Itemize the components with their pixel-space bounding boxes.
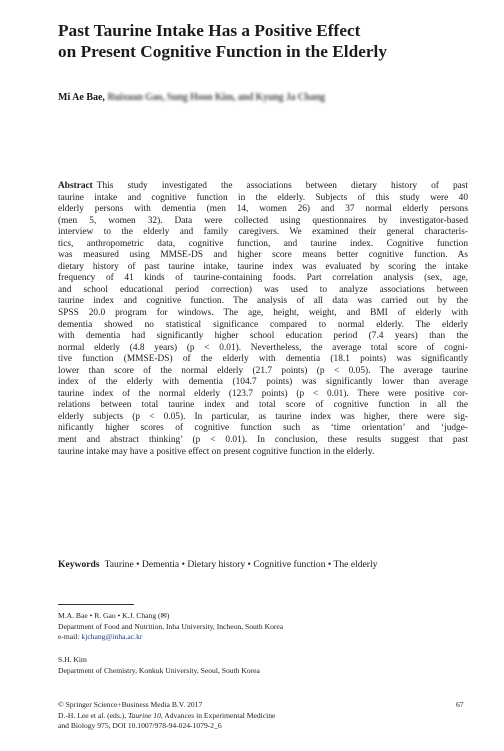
abstract-line-text: index of the elderly with dementia (104.7 points) was significantly lower than average: [58, 377, 468, 388]
abstract-line-text: taurine intake may have a positive effect on present cognitive function in the elderly.: [58, 446, 375, 457]
keywords-section: [58, 559, 468, 570]
editors-suffix: , Advances in Experimental Medicine: [160, 710, 276, 720]
abstract-line-text: and school educational period correction) was used to analyze associations between: [58, 284, 468, 295]
abstract-line-text: was measured using MMSE-DS and higher score means better cognitive function. As: [58, 250, 468, 261]
abstract-line-text: with dementia had significantly higher school education period (7.4 years) than the: [58, 331, 468, 342]
abstract-line: [58, 296, 468, 308]
copyright-line: © Springer Science+Business Media B.V. 2017: [58, 700, 203, 709]
keywords-text: Taurine • Dementia • Dietary history • Cognitive function • The elderly: [104, 559, 378, 570]
affiliation-1-department: Department of Food and Nutrition, Inha University, Incheon, South Korea: [58, 621, 284, 631]
abstract-line-text: This study investigated the associations between dietary history of past: [96, 181, 468, 191]
abstract-line: [58, 227, 468, 239]
abstract-line-text: taurine index and cognitive function. The analysis of all data was carried out by the: [58, 296, 468, 307]
email-link[interactable]: kjchang@inha.ac.kr: [81, 632, 143, 642]
abstract-line: [58, 377, 468, 389]
abstract-line-text: ment and abstract thinking’ (p < 0.01). In conclusion, these results suggest that past: [58, 435, 468, 446]
abstract-line: [58, 320, 468, 332]
abstract-line: [58, 389, 468, 401]
abstract-line: [58, 193, 468, 205]
abstract-line-text: interview to the elderly and family caregivers. We examined their general characteris-: [58, 227, 468, 238]
affiliation-1-email-row: [58, 632, 468, 643]
editors-line: [58, 711, 468, 722]
affiliation-1-names: M.A. Bae • R. Gao • K.J. Chang (✉): [58, 611, 170, 620]
publication-footer: [58, 700, 468, 732]
abstract-line: [58, 435, 468, 447]
abstract-line: [58, 204, 468, 216]
paper-title: [58, 20, 468, 62]
abstract-line-text: dietary history of past taurine intake, taurine index was evaluated by scoring the intake: [58, 261, 468, 272]
abstract-line: [58, 423, 468, 435]
abstract-line: [58, 354, 468, 366]
abstract-line: [58, 331, 468, 343]
paper-title-line-1: Past Taurine Intake Has a Positive Effect: [58, 21, 361, 40]
abstract-line: [58, 366, 468, 378]
abstract-line: [58, 273, 468, 285]
abstract-line-text: lower than score of the normal elderly (21.7 points) (p < 0.05). The average taurine: [58, 365, 468, 376]
abstract-line: [58, 400, 468, 412]
abstract-line-text: normal elderly (4.8 years) (p < 0.01). Nevertheless, the average total score of cogni-: [58, 342, 468, 353]
author-list: [58, 92, 325, 103]
abstract-line: [58, 412, 468, 424]
first-author: Mi Ae Bae,: [58, 92, 105, 103]
abstract-line: [58, 250, 468, 262]
abstract-line-text: elderly persons with dementia (men 14, women 26) and 37 normal elderly persons: [58, 204, 468, 215]
paper-title-line-2: on Present Cognitive Function in the Elderly: [58, 42, 387, 61]
abstract-line-text: SPSS 20.0 program for windows. The age, height, weight, and BMI of elderly with: [58, 308, 468, 319]
abstract-line-text: (men 5, women 32). Data were collected using questionnaires by investigator-based: [58, 215, 468, 226]
abstract-section: [58, 181, 468, 458]
abstract-line: [58, 239, 468, 251]
abstract-line: [58, 343, 468, 355]
abstract-line-text: dementia showed no statistical significance compared to normal elderly. The elderly: [58, 319, 468, 330]
affiliation-2-department: Department of Chemistry, Konkuk University, Seoul, South Korea: [58, 665, 260, 675]
abstract-line: [58, 216, 468, 228]
abstract-line: [58, 308, 468, 320]
series-doi-line: and Biology 975, DOI 10.1007/978-94-024-1079-2_6: [58, 721, 222, 731]
abstract-line-text: relations between total taurine index and total score of cognitive function in all the: [58, 400, 468, 411]
abstract-line-text: frequency of 41 kinds of taurine-containing foods. Part correlation analysis (sex, age,: [58, 273, 468, 284]
other-authors: Ruixuan Gao, Sung Hoon Kim, and Kyung Ja Chang: [107, 92, 325, 103]
abstract-line-text: taurine intake and cognitive function in the elderly. Subjects of this study were 40: [58, 192, 468, 203]
editors-prefix: D.-H. Lee et al. (eds.),: [58, 710, 127, 720]
email-label: e-mail:: [58, 632, 80, 642]
abstract-line-text: tics, anthropometric data, cognitive function, and taurine index. Cognitive function: [58, 238, 468, 249]
page-number: 67: [456, 700, 464, 709]
book-title: Taurine 10: [128, 710, 161, 720]
abstract-heading: Abstract: [58, 181, 93, 191]
abstract-line: [58, 285, 468, 297]
abstract-line: [58, 181, 468, 193]
keywords-heading: Keywords: [58, 559, 100, 570]
affiliation-block-2: [58, 655, 468, 676]
abstract-line-text: taurine index of the normal elderly (123.7 points) (p < 0.01). There were positive cor-: [58, 388, 468, 399]
abstract-line-text: tive function (MMSE-DS) of the elderly with dementia (18.1 points) was significantly: [58, 354, 468, 365]
affiliation-2-names: S.H. Kim: [58, 655, 87, 664]
abstract-line: [58, 262, 468, 274]
abstract-line: [58, 447, 468, 459]
footnote-rule: [58, 604, 134, 605]
abstract-line-text: elderly subjects (p < 0.05). In particular, as taurine index was higher, there were sig-: [58, 411, 468, 422]
affiliation-block-1: [58, 611, 468, 643]
abstract-line-text: nificantly higher scores of cognitive function such as ‘time orientation’ and ‘judge-: [58, 423, 468, 434]
